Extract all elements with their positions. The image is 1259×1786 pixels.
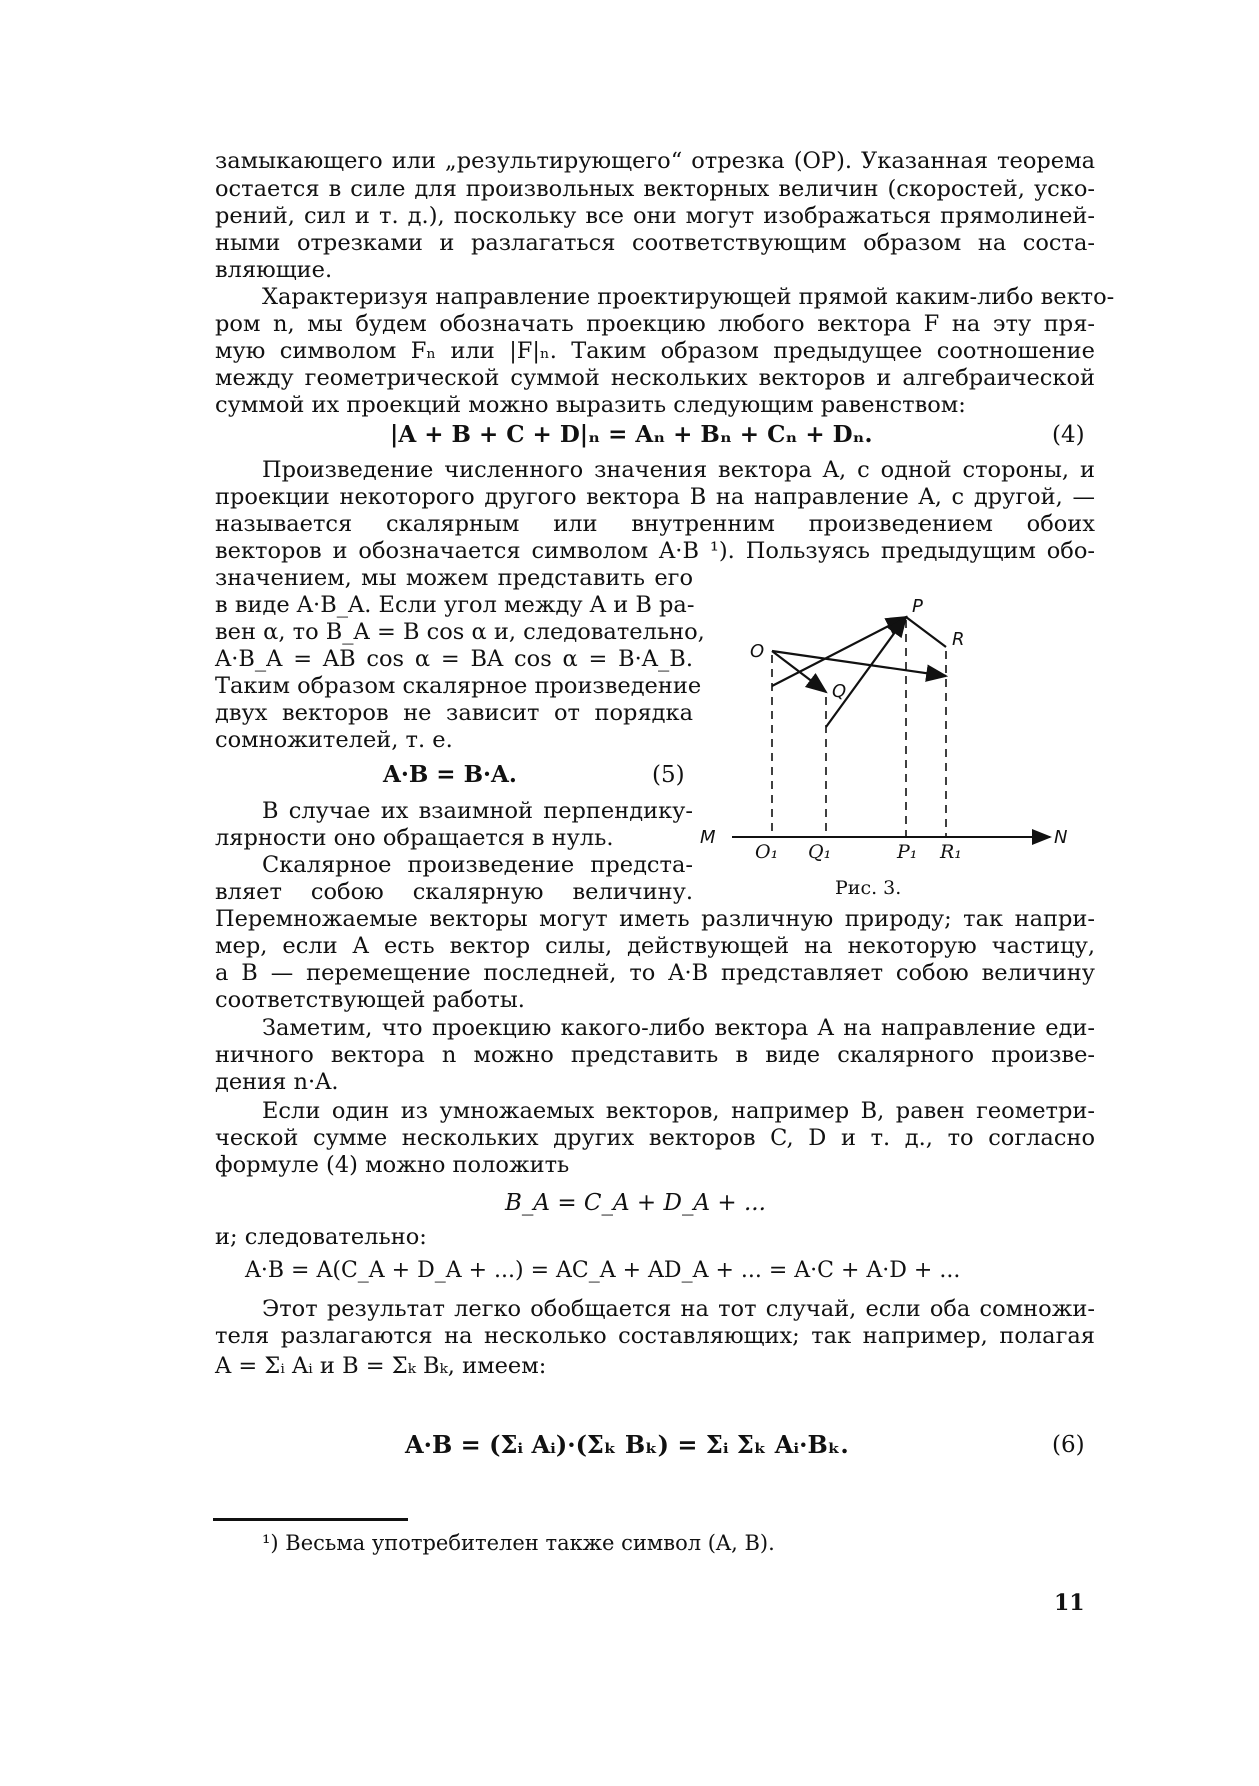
text-line: называется скалярным или внутренним произведением обоих (215, 511, 1095, 537)
text-line: Таким образом скалярное произведение (215, 673, 702, 699)
text-line: сомножителей, т. е. (215, 727, 453, 753)
label-r: R (952, 629, 965, 650)
text-line: Перемножаемые векторы могут иметь различную природу; так напри- (215, 906, 1095, 932)
text-line: В случае их взаимной перпендику- (262, 798, 693, 824)
text-line: замыкающего или „результирующего“ отрезка (OP). Указанная теорема (215, 148, 1095, 174)
text-line: Характеризуя направление проектирующей прямой каким-либо векто- (262, 284, 1115, 310)
label-p1-text: P₁ (897, 841, 918, 863)
text-line: проекции некоторого другого вектора B на направление A, с другой, — (215, 484, 1095, 510)
text-line: мую символом Fₙ или |F|ₙ. Таким образом предыдущее соотношение (215, 338, 1095, 364)
text-line: векторов и обозначается символом A·B ¹). Пользуясь предыдущим обо- (215, 538, 1095, 564)
text-line: вляющие. (215, 257, 333, 283)
equation-number-6: (6) (1052, 1432, 1085, 1458)
text-line: ром n, мы будем обозначать проекцию любого вектора F на эту пря- (215, 311, 1095, 337)
text-line: A = Σᵢ Aᵢ и B = Σₖ Bₖ, имеем: (215, 1353, 547, 1379)
figure-caption: Рис. 3. (835, 877, 902, 899)
label-p: P (912, 596, 923, 617)
text-line: Скалярное произведение предста- (262, 852, 693, 878)
page-number: 11 (1054, 1590, 1085, 1616)
label-q1-text: Q₁ (808, 841, 832, 863)
text-line: лярности оно обращается в нуль. (215, 825, 614, 851)
text-line: вляет собою скалярную величину. (215, 879, 693, 905)
text-line: Произведение численного значения вектора A, с одной стороны, и (262, 457, 1095, 483)
equation-number-5: (5) (652, 762, 685, 788)
vector-op (772, 617, 906, 686)
text-line: а B — перемещение последней, то A·B представляет собою величину (215, 960, 1095, 986)
text-line: в виде A·B_A. Если угол между A и B ра- (215, 592, 695, 618)
text-line: дения n·A. (215, 1069, 339, 1095)
text-line: соответствующей работы. (215, 987, 525, 1013)
text-line: суммой их проекций можно выразить следующим равенством: (215, 392, 966, 418)
equation-4: |A + B + C + D|ₙ = Aₙ + Bₙ + Cₙ + Dₙ. (390, 421, 873, 448)
equation-5: A·B = B·A. (383, 761, 517, 788)
text-line: ными отрезками и разлагаться соответствующим образом на соста- (215, 230, 1095, 256)
equation-a-b-expansion: A·B = A(C_A + D_A + ...) = AC_A + AD_A + ... = A·C + A·D + ... (245, 1258, 961, 1283)
segment-pr-line (906, 617, 946, 647)
label-n: N (1054, 827, 1068, 848)
text-line: Этот результат легко обобщается на тот случай, если оба сомножи- (262, 1296, 1095, 1322)
text-line: Заметим, что проекцию какого-либо вектора A на направление еди- (262, 1015, 1095, 1041)
label-o: O (750, 641, 765, 662)
label-m: M (700, 827, 716, 848)
label-r1-text: R₁ (940, 841, 962, 863)
equation-6: A·B = (Σᵢ Aᵢ)·(Σₖ Bₖ) = Σᵢ Σₖ Aᵢ·Bₖ. (405, 1430, 849, 1459)
text-line: вен α, то B_A = B cos α и, следовательно, (215, 619, 705, 645)
text-line: между геометрической суммой нескольких векторов и алгебраической (215, 365, 1095, 391)
text-line: формуле (4) можно положить (215, 1152, 570, 1178)
text-line: и; следовательно: (215, 1224, 427, 1250)
vector-qp (826, 617, 906, 727)
figure-3-vector-diagram (690, 596, 1100, 848)
footnote-rule (213, 1518, 408, 1521)
text-line: теля разлагаются на несколько составляющих; так например, полагая (215, 1323, 1095, 1349)
label-o1-text: O₁ (755, 841, 779, 863)
equation-b-a: B_A = C_A + D_A + ... (505, 1190, 766, 1216)
footnote: ¹) Весьма употребителен также символ (A, B). (262, 1531, 775, 1555)
equation-number-4: (4) (1052, 422, 1085, 448)
text-line: ческой сумме нескольких других векторов C, D и т. д., то согласно (215, 1125, 1095, 1151)
text-line: значением, мы можем представить его (215, 565, 693, 591)
label-q: Q (832, 681, 847, 702)
text-line: двух векторов не зависит от порядка (215, 700, 693, 726)
text-line: остается в силе для произвольных векторных величин (скоростей, уско- (215, 176, 1095, 202)
text-line: мер, если A есть вектор силы, действующей на некоторую частицу, (215, 933, 1095, 959)
text-line: Если один из умножаемых векторов, например B, равен геометри- (262, 1098, 1095, 1124)
text-line: A·B_A = AB cos α = BA cos α = B·A_B. (215, 646, 693, 672)
text-line: рений, сил и т. д.), поскольку все они могут изображаться прямолиней- (215, 203, 1095, 229)
text-line: ничного вектора n можно представить в виде скалярного произве- (215, 1042, 1095, 1068)
